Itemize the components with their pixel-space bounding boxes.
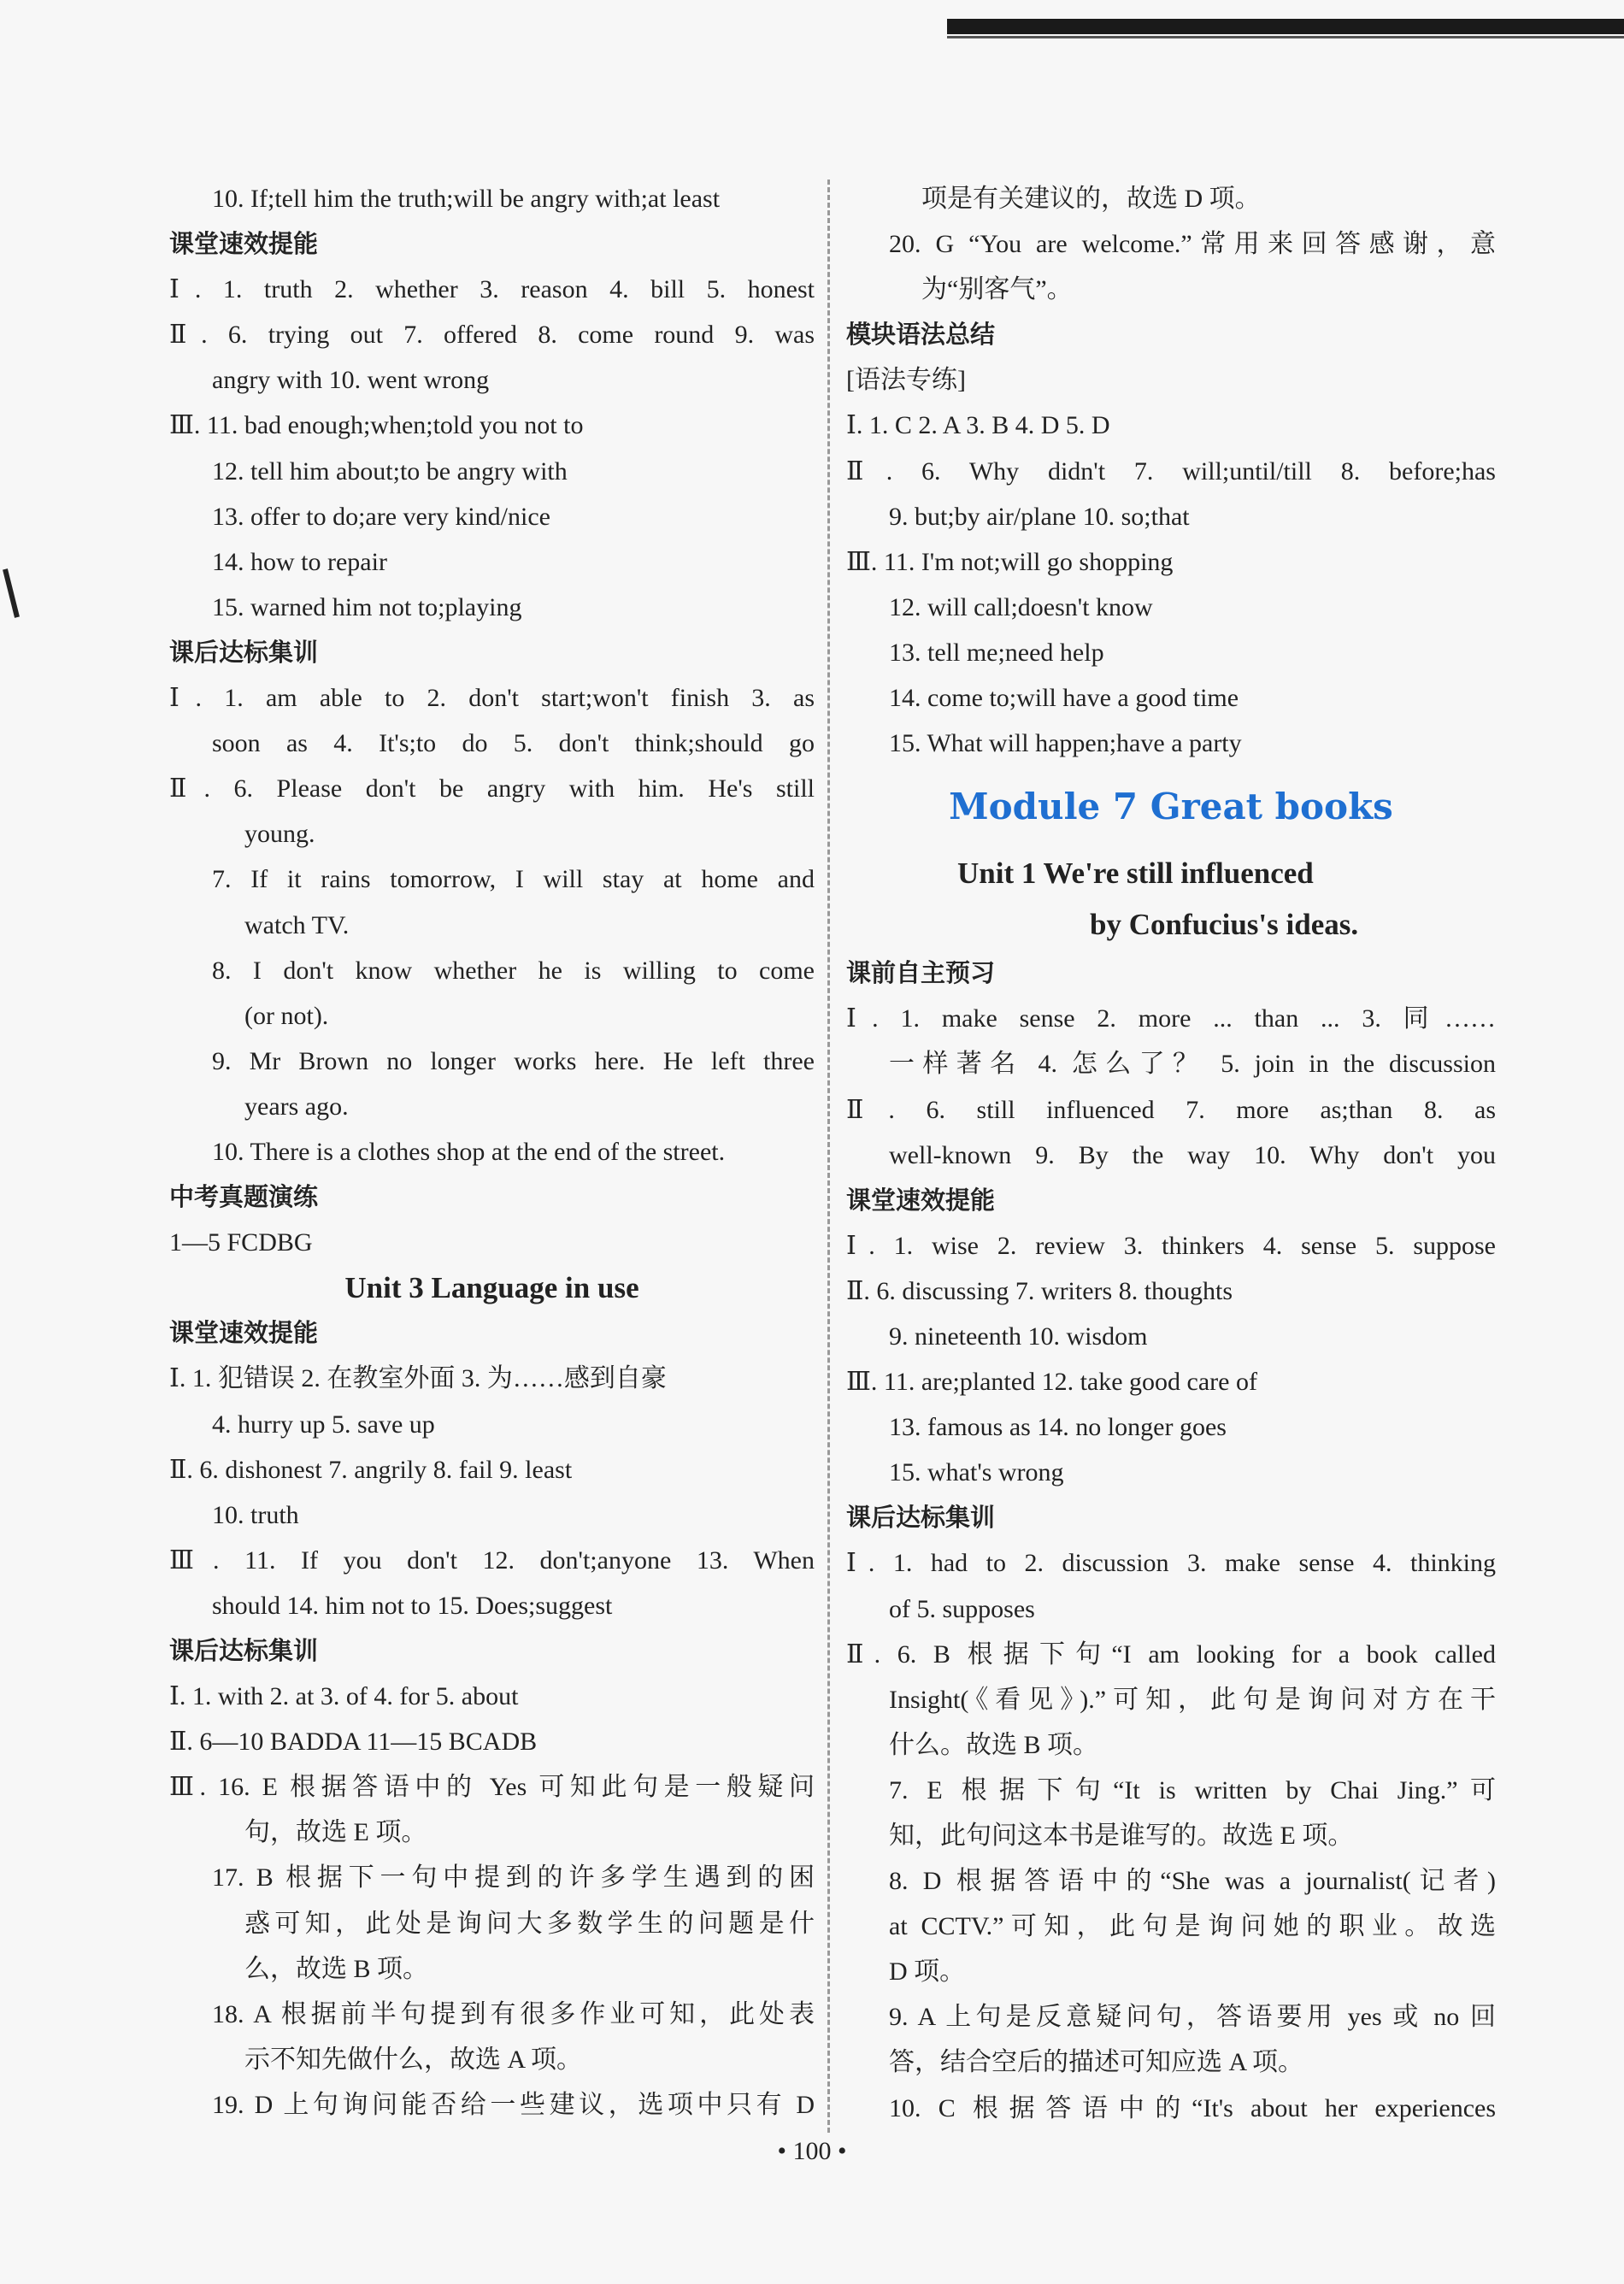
unit-title-line1: Unit 1 We're still influenced (957, 856, 1314, 891)
answer-line: 12. will call;doesn't know (889, 592, 1153, 621)
answer-line: 1—5 FCDBG (169, 1228, 313, 1257)
answer-line: well-known 9. By the way 10. Why don't you (889, 1140, 1496, 1169)
answer-line: Ⅱ. 6. Please don't be angry with him. He's still (169, 774, 815, 804)
answer-line: 句，故选 E 项。 (244, 1818, 427, 1847)
answer-line: 一样著名 4. 怎么了？ 5. join in the discussion (889, 1050, 1496, 1079)
answer-line: 么，故选 B 项。 (244, 1954, 429, 1983)
answer-line: 项是有关建议的，故选 D 项。 (921, 185, 1261, 213)
answer-line: 答，结合空后的描述可知应选 A 项。 (889, 2048, 1304, 2077)
answer-line: Ⅰ. 1. 犯错误 2. 在教室外面 3. 为……感到自豪 (169, 1364, 667, 1393)
answer-line: 10. There is a clothes shop at the end of the street. (212, 1137, 726, 1166)
answer-line: 7. If it rains tomorrow, I will stay at home and (212, 865, 815, 894)
answer-line: 12. tell him about;to be angry with (212, 456, 568, 486)
answer-line: Ⅱ. 6. dishonest 7. angrily 8. fail 9. least (169, 1455, 573, 1484)
answer-line: Ⅲ. 11. bad enough;when;told you not to (169, 411, 584, 440)
answer-line: at CCTV.”可知，此句是询问她的职业。故选 (889, 1912, 1496, 1941)
answer-line: Ⅲ. 11. I'm not;will go shopping (846, 547, 1174, 576)
answer-line: 10. C 根据答语中的“It's about her experiences (889, 2093, 1496, 2122)
answer-line: should 14. him not to 15. Does;suggest (212, 1591, 613, 1620)
answer-line: Ⅱ. 6. still influenced 7. more as;than 8. as (846, 1095, 1496, 1124)
answer-line: years ago. (244, 1092, 349, 1121)
answer-line: Ⅰ. 1. truth 2. whether 3. reason 4. bill 5. honest (169, 275, 815, 304)
section-heading: 模块语法总结 (846, 320, 996, 350)
answer-line: Ⅰ. 1. C 2. A 3. B 4. D 5. D (846, 411, 1110, 440)
answer-line: 8. I don't know whether he is willing to come (212, 956, 815, 985)
section-heading: 课后达标集训 (846, 1503, 996, 1533)
section-heading: 课堂速效提能 (169, 229, 319, 259)
page-number: • 100 • (777, 2137, 847, 2165)
answer-line: Ⅰ. 1. had to 2. discussion 3. make sense 4. thinking (846, 1549, 1496, 1578)
section-heading: 课前自主预习 (846, 958, 996, 988)
unit-title-line2: by Confucius's ideas. (1090, 908, 1359, 942)
answer-line: 9. Mr Brown no longer works here. He left three (212, 1046, 815, 1075)
scan-mark (3, 568, 20, 618)
answer-line: Ⅲ. 11. are;planted 12. take good care of (846, 1368, 1257, 1397)
section-heading: 课堂速效提能 (846, 1185, 996, 1215)
answer-line: 9. nineteenth 10. wisdom (889, 1322, 1148, 1351)
answer-line: (or not). (244, 1001, 329, 1030)
header-rule-thin (947, 36, 1624, 38)
answer-line: Ⅱ. 6. B 根据下句“I am looking for a book called (846, 1639, 1496, 1669)
answer-line: 18. A 根据前半句提到有很多作业可知，此处表 (212, 1999, 815, 2028)
answer-line: 17. B 根据下一句中提到的许多学生遇到的困 (212, 1863, 815, 1893)
answer-line: D 项。 (889, 1957, 966, 1987)
answer-line: 示不知先做什么，故选 A 项。 (244, 2045, 583, 2074)
answer-line: 知，此句问这本书是谁写的。故选 E 项。 (889, 1822, 1354, 1850)
answer-line: Ⅱ. 6. trying out 7. offered 8. come round 9. was (169, 321, 815, 350)
answer-line: [语法专练] (846, 366, 966, 395)
answer-line: soon as 4. It's;to do 5. don't think;should go (212, 729, 815, 758)
answer-line: Ⅱ. 6—10 BADDA 11—15 BCADB (169, 1728, 538, 1757)
answer-line: 14. come to;will have a good time (889, 684, 1239, 713)
answer-line: 13. tell me;need help (889, 638, 1104, 667)
answer-line: 13. offer to do;are very kind/nice (212, 502, 550, 531)
answer-line: 10. truth (212, 1500, 299, 1529)
column-divider (827, 180, 830, 2133)
answer-line: Insight(《看见》).”可知，此句是询问对方在干 (889, 1685, 1496, 1714)
answer-line: 10. If;tell him the truth;will be angry with;at least (212, 185, 721, 213)
header-rule (947, 19, 1624, 34)
answer-line: Ⅲ. 16. E 根据答语中的 Yes 可知此句是一般疑问 (169, 1773, 815, 1802)
answer-line: 8. D 根据答语中的“She was a journalist(记者) (889, 1867, 1496, 1896)
answer-line: 15. warned him not to;playing (212, 592, 522, 621)
section-heading: 课后达标集训 (169, 637, 319, 667)
page-number-value: 100 (792, 2137, 832, 2165)
answer-line: 惑可知，此处是询问大多数学生的问题是什 (244, 1909, 815, 1938)
module-title: Module 7 Great books (949, 786, 1393, 828)
answer-line: Ⅲ. 11. If you don't 12. don't;anyone 13. When (169, 1545, 815, 1575)
answer-line: 15. what's wrong (889, 1458, 1064, 1487)
answer-line: 13. famous as 14. no longer goes (889, 1413, 1227, 1442)
answer-line: Ⅰ. 1. make sense 2. more ... than ... 3. 同…… (846, 1004, 1496, 1033)
answer-line: 9. A 上句是反意疑问句，答语要用 yes 或 no 回 (889, 2003, 1496, 2032)
answer-line: 4. hurry up 5. save up (212, 1410, 435, 1439)
answer-line: 7. E 根据下句“It is written by Chai Jing.”可 (889, 1775, 1496, 1804)
section-heading: 中考真题演练 (169, 1182, 319, 1212)
answer-line: 为“别客气”。 (921, 275, 1073, 304)
section-heading: 课堂速效提能 (169, 1318, 319, 1348)
answer-line: Ⅱ. 6. discussing 7. writers 8. thoughts (846, 1276, 1233, 1305)
answer-line: Ⅱ. 6. Why didn't 7. will;until/till 8. before;has (846, 456, 1496, 486)
answer-line: watch TV. (244, 910, 350, 939)
right-column (846, 176, 1496, 2131)
answer-line: angry with 10. went wrong (212, 366, 490, 395)
left-column (169, 176, 815, 2128)
answer-line: 19. D 上句询问能否给一些建议，选项中只有 D (212, 2090, 815, 2119)
answer-line: of 5. supposes (889, 1594, 1035, 1623)
section-heading: 课后达标集训 (169, 1636, 319, 1665)
answer-line: 什么。故选 B 项。 (889, 1730, 1099, 1759)
answer-line: Ⅰ. 1. wise 2. review 3. thinkers 4. sense 5. suppose (846, 1231, 1496, 1260)
answer-line: Unit 3 Language in use (344, 1271, 639, 1305)
answer-line: Ⅰ. 1. with 2. at 3. of 4. for 5. about (169, 1682, 519, 1711)
answer-line: 15. What will happen;have a party (889, 729, 1242, 758)
answer-line: 9. but;by air/plane 10. so;that (889, 502, 1190, 531)
answer-line: 20. G “You are welcome.”常用来回答感谢，意 (889, 230, 1496, 259)
answer-line: young. (244, 820, 315, 849)
answer-line: Ⅰ. 1. am able to 2. don't start;won't finish 3. as (169, 684, 815, 713)
answer-line: 14. how to repair (212, 547, 387, 576)
